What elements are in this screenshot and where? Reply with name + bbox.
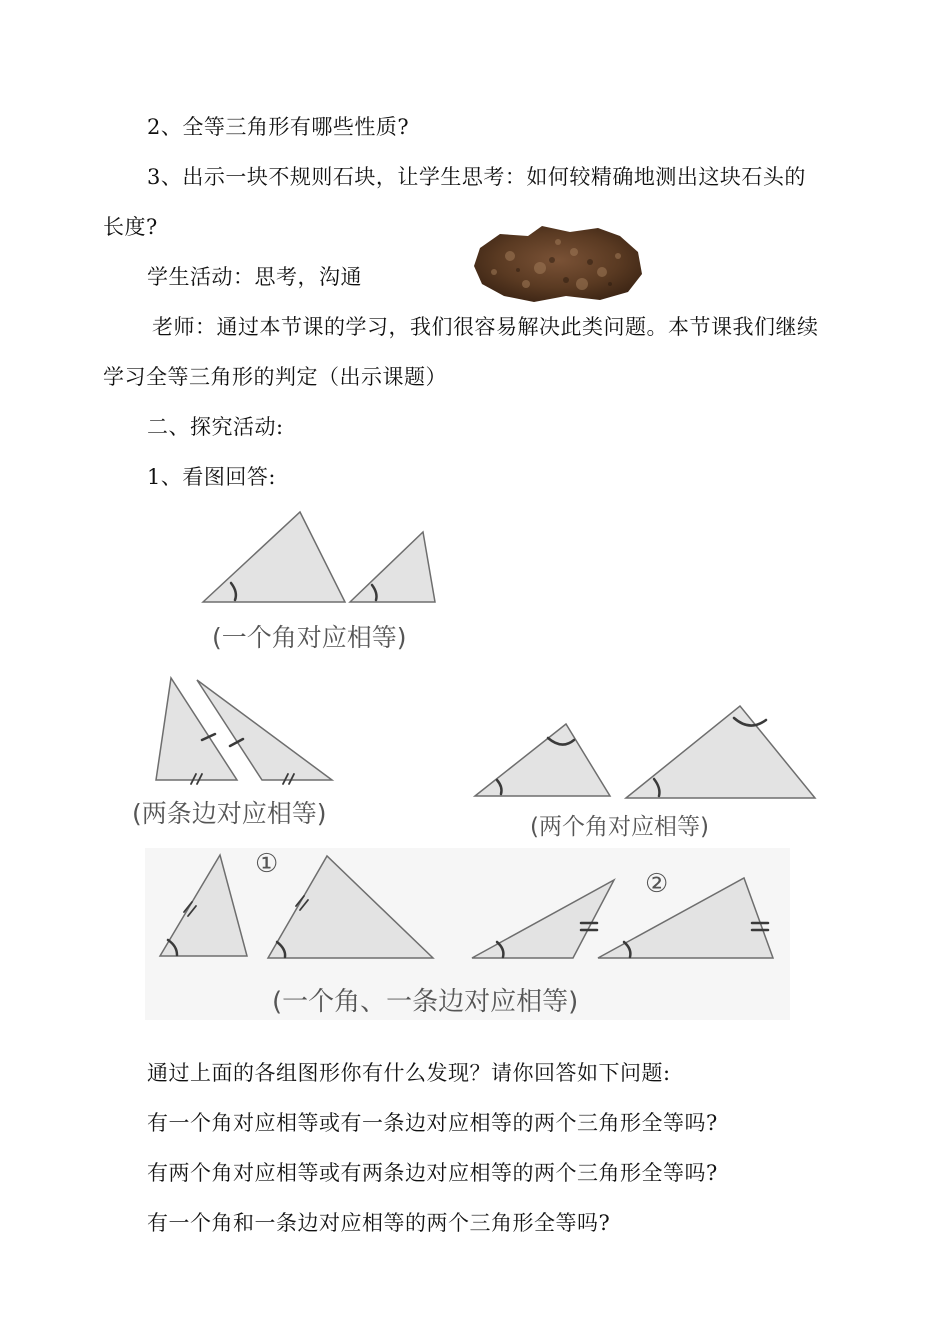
section-2-heading: 二、探究活动:	[147, 415, 284, 439]
question-3-line2: 长度?	[103, 215, 158, 239]
label-1: ①	[255, 849, 279, 879]
item-1-heading: 1、看图回答:	[147, 465, 276, 489]
caption-angle-side: (一个角、一条边对应相等)	[272, 987, 579, 1017]
question-2: 2、全等三角形有哪些性质?	[147, 115, 410, 139]
caption-two-sides: (两条边对应相等)	[132, 799, 327, 828]
triangle-2a	[156, 678, 237, 780]
question-b: 有两个角对应相等或有两条边对应相等的两个三角形全等吗?	[147, 1161, 718, 1185]
question-c: 有一个角和一条边对应相等的两个三角形全等吗?	[147, 1211, 611, 1235]
triangle-3b	[626, 706, 815, 798]
caption-two-angles: (两个角对应相等)	[530, 814, 709, 840]
triangle-3a	[475, 724, 610, 796]
student-activity: 学生活动：思考，沟通	[147, 265, 362, 289]
label-2: ②	[645, 869, 669, 899]
triangle-1a	[203, 512, 345, 602]
teacher-line2: 学习全等三角形的判定（出示课题）	[103, 365, 447, 389]
teacher-line1: 老师：通过本节课的学习，我们很容易解决此类问题。本节课我们继续	[152, 315, 819, 339]
question-a: 有一个角对应相等或有一条边对应相等的两个三角形全等吗?	[147, 1111, 718, 1135]
question-3-line1: 3、出示一块不规则石块，让学生思考：如何较精确地测出这块石头的	[147, 165, 806, 189]
caption-one-angle: (一个角对应相等)	[212, 623, 407, 652]
discover-prompt: 通过上面的各组图形你有什么发现？请你回答如下问题:	[147, 1061, 671, 1085]
triangle-1b	[350, 532, 435, 602]
